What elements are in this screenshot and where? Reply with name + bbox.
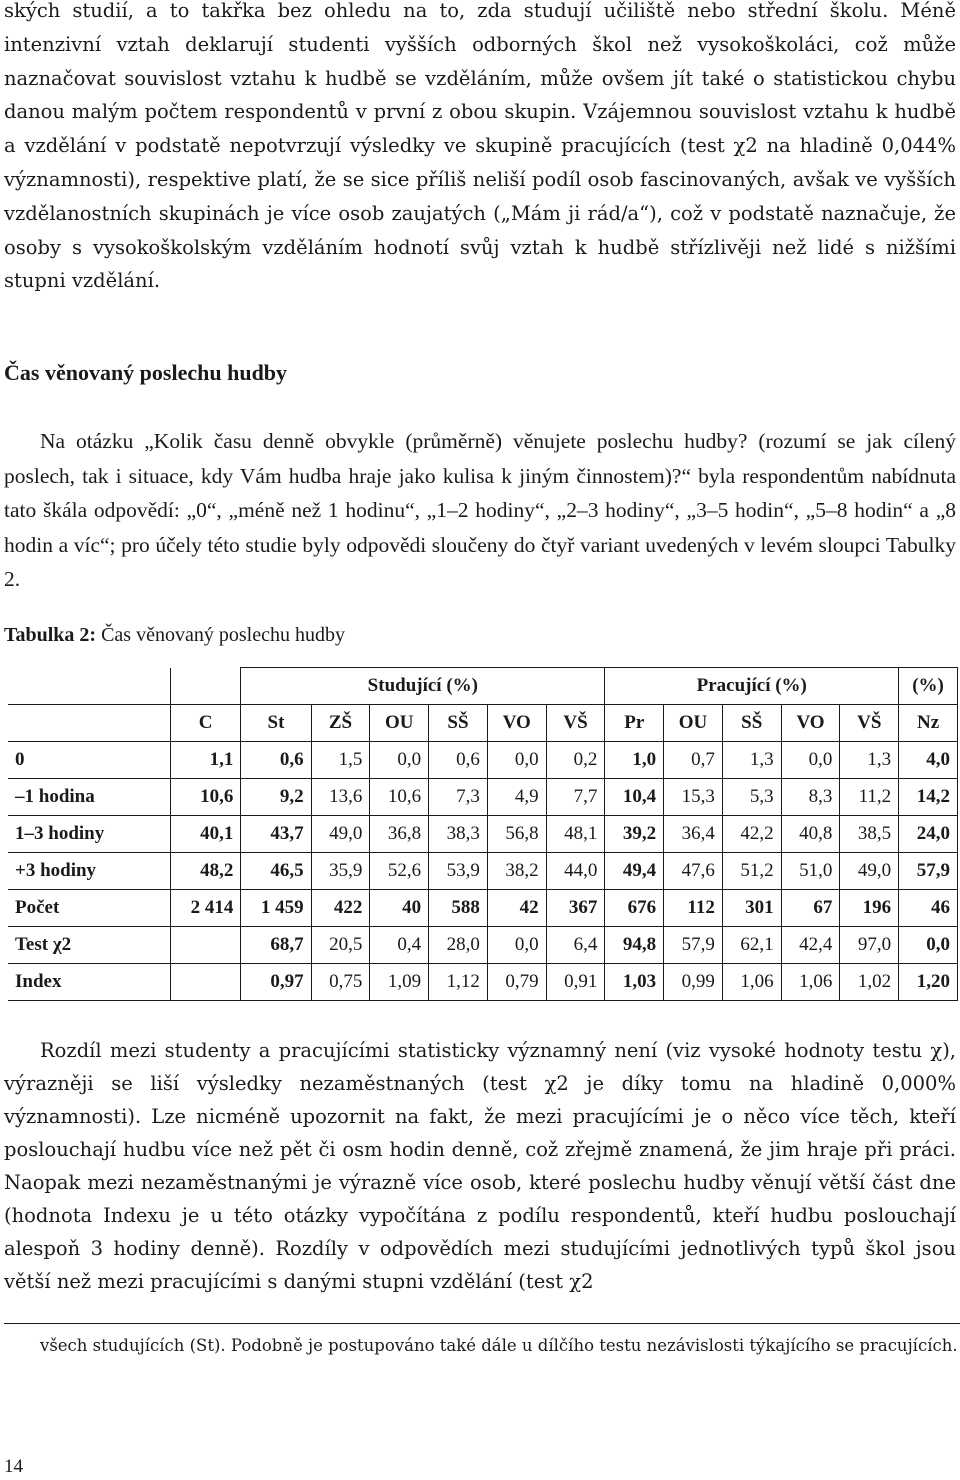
question-paragraph: [4, 424, 956, 597]
table-cell: 1 459: [241, 890, 311, 927]
table-cell: 6,4: [546, 927, 605, 964]
table-cell: 1,12: [429, 964, 488, 1001]
table-cell: 0,0: [781, 742, 840, 779]
table-cell: 36,8: [370, 816, 429, 853]
table-cell: 40,1: [171, 816, 241, 853]
table-cell: 35,9: [311, 853, 370, 890]
table-cell: 7,7: [546, 779, 605, 816]
table-cell: 46: [899, 890, 958, 927]
table-cell: 0,6: [429, 742, 488, 779]
table-cell: 0,75: [311, 964, 370, 1001]
row-label: 1–3 hodiny: [8, 816, 171, 853]
table-caption-label: Tabulka 2:: [4, 624, 97, 646]
table-cell: 10,6: [171, 779, 241, 816]
table-corner-cell: [8, 705, 171, 742]
table-cell: 56,8: [487, 816, 546, 853]
table-cell: 1,03: [605, 964, 664, 1001]
column-header: VO: [487, 705, 546, 742]
section-heading: Čas věnovaný poslechu hudby: [4, 360, 288, 385]
table-cell: 1,09: [370, 964, 429, 1001]
table-cell: 1,06: [781, 964, 840, 1001]
column-header: OU: [664, 705, 723, 742]
table-cell: 15,3: [664, 779, 723, 816]
table-cell: 38,2: [487, 853, 546, 890]
table-cell: 0,99: [664, 964, 723, 1001]
group-header-workers: Pracující (%): [605, 668, 899, 705]
table-cell: 5,3: [722, 779, 781, 816]
table-cell: 53,9: [429, 853, 488, 890]
table-cell: 40,8: [781, 816, 840, 853]
table-cell: [171, 927, 241, 964]
row-label: Index: [8, 964, 171, 1001]
table-cell: 9,2: [241, 779, 311, 816]
column-header: SŠ: [722, 705, 781, 742]
table-cell: 94,8: [605, 927, 664, 964]
table-cell: 11,2: [840, 779, 899, 816]
footnote-divider: [4, 1323, 960, 1324]
table-cell: 49,4: [605, 853, 664, 890]
column-header: SŠ: [429, 705, 488, 742]
table-group-header-row: [8, 668, 958, 705]
table-cell: 57,9: [664, 927, 723, 964]
table-cell: 0,91: [546, 964, 605, 1001]
table-cell: 13,6: [311, 779, 370, 816]
table-row: [8, 964, 958, 1001]
column-header: VŠ: [840, 705, 899, 742]
table-cell: 49,0: [840, 853, 899, 890]
page-number: 14: [4, 1456, 23, 1477]
table-cell: 43,7: [241, 816, 311, 853]
table-caption-text: Čas věnovaný poslechu hudby: [96, 624, 345, 646]
table-cell: 44,0: [546, 853, 605, 890]
column-header: ZŠ: [311, 705, 370, 742]
table-cell: 0,0: [370, 742, 429, 779]
table-cell: 422: [311, 890, 370, 927]
table-cell: 1,3: [840, 742, 899, 779]
table-cell: 48,2: [171, 853, 241, 890]
table-cell: 47,6: [664, 853, 723, 890]
table-cell: 4,0: [899, 742, 958, 779]
table-empty-cell: [171, 668, 241, 705]
closing-paragraph: [4, 1034, 956, 1298]
table-row: [8, 742, 958, 779]
table-cell: 0,7: [664, 742, 723, 779]
table-cell: 38,3: [429, 816, 488, 853]
table-cell: 1,5: [311, 742, 370, 779]
footnote: všech studujících (St). Podobně je postupováno také dále u dílčího testu nezávislosti týkajícího se pracujících.: [40, 1336, 958, 1355]
closing-paragraph-text: Rozdíl mezi studenty a pracujícími statisticky významný není (viz vysoké hodnoty testu χ), výrazněji se liší výsledky nezaměstnaných (test χ2 je díky tomu na hladině 0,000% významnosti). Lze nicméně upozornit na fakt, že mezi pracujícími je o něco více těch, kteří poslouchají hudbu více než pět či osm hodin denně, což zřejmě znamená, že jim hraje při práci. Naopak mezi nezaměstnanými je výrazně více osob, které poslechu hudby věnují větší část dne (hodnota Indexu je u této otázky vypočítána z podílu respondentů, kteří hudbu poslouchají alespoň 3 hodiny denně). Rozdíly v odpovědích mezi studujícími jednotlivých typů škol jsou větší než mezi pracujícími s danými stupni vzdělání (test χ2: [4, 1039, 956, 1293]
table-cell: 0,2: [546, 742, 605, 779]
table-cell: 14,2: [899, 779, 958, 816]
column-header: Nz: [899, 705, 958, 742]
table-cell: 0,4: [370, 927, 429, 964]
table-cell: 676: [605, 890, 664, 927]
intro-paragraph: ských studií, a to takřka bez ohledu na to, zda studují učiliště nebo střední školu. Méně intenzivní vztah deklarují studenti vyšších odborných škol než vysokoškoláci, což může naznačovat souvislost vztahu k hudbě se vzděláním, může ovšem jít také o statistickou chybu danou malým počtem respondentů v první z obou skupin. Vzájemnou souvislost vztahu k hudbě a vzdělání v podstatě nepotvrzují výsledky ve skupině pracujících (test χ2 na hladině 0,044% významnosti), respektive platí, že se sice příliš neliší podíl osob fascinovaných, avšak ve vyšších vzdělanostních skupinách je více osob zaujatých („Mám ji rád/a“), což v podstatě naznačuje, že osoby s vysokoškolským vzděláním hodnotí svůj vztah k hudbě střízlivěji než lidé s nižšími stupni vzdělání.: [4, 0, 956, 293]
table-cell: 1,1: [171, 742, 241, 779]
row-label: 0: [8, 742, 171, 779]
table-cell: 36,4: [664, 816, 723, 853]
table-row: [8, 890, 958, 927]
table-cell: 67: [781, 890, 840, 927]
table-cell: 40: [370, 890, 429, 927]
column-header: VŠ: [546, 705, 605, 742]
table-cell: 1,0: [605, 742, 664, 779]
data-table: [8, 667, 958, 1001]
table-cell: 24,0: [899, 816, 958, 853]
table-cell: 301: [722, 890, 781, 927]
table-cell: 62,1: [722, 927, 781, 964]
table-cell: 42: [487, 890, 546, 927]
table-row: [8, 927, 958, 964]
table-cell: 48,1: [546, 816, 605, 853]
table-cell: 52,6: [370, 853, 429, 890]
table-cell: 39,2: [605, 816, 664, 853]
table-cell: 97,0: [840, 927, 899, 964]
table-cell: 1,3: [722, 742, 781, 779]
table-cell: 57,9: [899, 853, 958, 890]
table-body: [8, 742, 958, 1001]
question-paragraph-text: Na otázku „Kolik času denně obvykle (průměrně) věnujete poslechu hudby? (rozumí se jak cílený poslech, tak i situace, kdy Vám hudba hraje jako kulisa k jiným činnostem)?“ byla respondentům nabídnuta tato škála odpovědí: „0“, „méně než 1 hodinu“, „1–2 hodiny“, „2–3 hodiny“, „3–5 hodin“, „5–8 hodin“ a „8 hodin a víc“; pro účely této studie byly odpovědi sloučeny do čtyř variant uvedených v levém sloupci Tabulky 2.: [4, 429, 956, 591]
table-row: [8, 816, 958, 853]
table-cell: 42,4: [781, 927, 840, 964]
table-cell: 51,2: [722, 853, 781, 890]
table-cell: 1,02: [840, 964, 899, 1001]
table-cell: 2 414: [171, 890, 241, 927]
table-cell: 38,5: [840, 816, 899, 853]
table-cell: 4,9: [487, 779, 546, 816]
table-cell: 196: [840, 890, 899, 927]
table-cell: 0,0: [899, 927, 958, 964]
table-cell: 0,97: [241, 964, 311, 1001]
table-cell: 0,6: [241, 742, 311, 779]
table-cell: 49,0: [311, 816, 370, 853]
column-header: St: [241, 705, 311, 742]
table-cell: 8,3: [781, 779, 840, 816]
group-header-students: Studující (%): [241, 668, 605, 705]
table-cell: 0,0: [487, 742, 546, 779]
column-header: Pr: [605, 705, 664, 742]
table-cell: 0,79: [487, 964, 546, 1001]
column-header: VO: [781, 705, 840, 742]
table-cell: 0,0: [487, 927, 546, 964]
table-cell: 1,20: [899, 964, 958, 1001]
table-column-header-row: [8, 705, 958, 742]
table-cell: [171, 964, 241, 1001]
column-header: C: [171, 705, 241, 742]
table-cell: 367: [546, 890, 605, 927]
row-label: +3 hodiny: [8, 853, 171, 890]
column-header: OU: [370, 705, 429, 742]
table-cell: 588: [429, 890, 488, 927]
table-cell: 1,06: [722, 964, 781, 1001]
table-cell: 10,6: [370, 779, 429, 816]
table-cell: 7,3: [429, 779, 488, 816]
row-label: Počet: [8, 890, 171, 927]
table-caption: [4, 624, 345, 647]
group-header-unemployed: (%): [899, 668, 958, 705]
table-cell: 46,5: [241, 853, 311, 890]
table-cell: 51,0: [781, 853, 840, 890]
table-row: [8, 779, 958, 816]
table-row: [8, 853, 958, 890]
table-cell: 112: [664, 890, 723, 927]
table-cell: 20,5: [311, 927, 370, 964]
table-cell: 28,0: [429, 927, 488, 964]
row-label: –1 hodina: [8, 779, 171, 816]
table-corner-cell: [8, 668, 171, 705]
table-cell: 68,7: [241, 927, 311, 964]
table-cell: 10,4: [605, 779, 664, 816]
row-label: Test χ2: [8, 927, 171, 964]
table-cell: 42,2: [722, 816, 781, 853]
